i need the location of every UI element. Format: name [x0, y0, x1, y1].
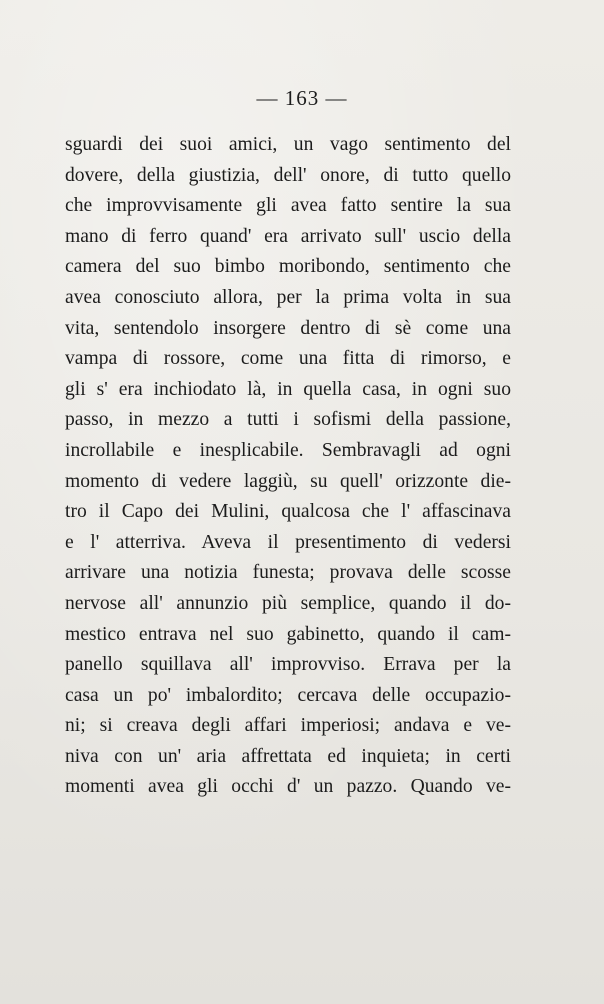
text-line: incrollabile e inesplicabile. Sembravagli ad ogni	[65, 439, 511, 461]
text-line: ni; si creava degli affari imperiosi; andava e ve-	[65, 715, 511, 737]
text-line: vita, sentendolo insorgere dentro di sè come una	[65, 317, 511, 339]
text-line: nervose all' annunzio più semplice, quando il do-	[65, 592, 511, 614]
text-line: camera del suo bimbo moribondo, sentimento che	[65, 256, 511, 278]
text-line: dovere, della giustizia, dell' onore, di tutto quello	[65, 164, 511, 186]
text-line: gli s' era inchiodato là, in quella casa, in ogni suo	[65, 378, 511, 400]
text-line: momenti avea gli occhi d' un pazzo. Quando ve-	[65, 776, 511, 798]
text-line: arrivare una notizia funesta; provava delle scosse	[65, 562, 511, 584]
text-line: e l' atterriva. Aveva il presentimento di vedersi	[65, 531, 511, 553]
text-line: passo, in mezzo a tutti i sofismi della passione,	[65, 409, 511, 431]
text-line: mano di ferro quand' era arrivato sull' uscio della	[65, 225, 511, 247]
text-line: avea conosciuto allora, per la prima volta in sua	[65, 286, 511, 308]
text-line: vampa di rossore, come una fitta di rimorso, e	[65, 348, 511, 370]
text-line: sguardi dei suoi amici, un vago sentimento del	[65, 134, 511, 155]
text-line: niva con un' aria affrettata ed inquieta; in certi	[65, 745, 511, 767]
page-number: — 163 —	[256, 86, 348, 110]
text-line: panello squillava all' improvviso. Errava per la	[65, 654, 511, 676]
text-line: mestico entrava nel suo gabinetto, quando il cam-	[65, 623, 511, 645]
text-line: momento di vedere laggiù, su quell' orizzonte die-	[65, 470, 511, 492]
text-line: che improvvisamente gli avea fatto sentire la sua	[65, 195, 511, 217]
text-line: tro il Capo dei Mulini, qualcosa che l' affascinava	[65, 501, 511, 523]
body-text	[65, 130, 511, 803]
text-line: casa un po' imbalordito; cercava delle occupazio-	[65, 684, 511, 706]
